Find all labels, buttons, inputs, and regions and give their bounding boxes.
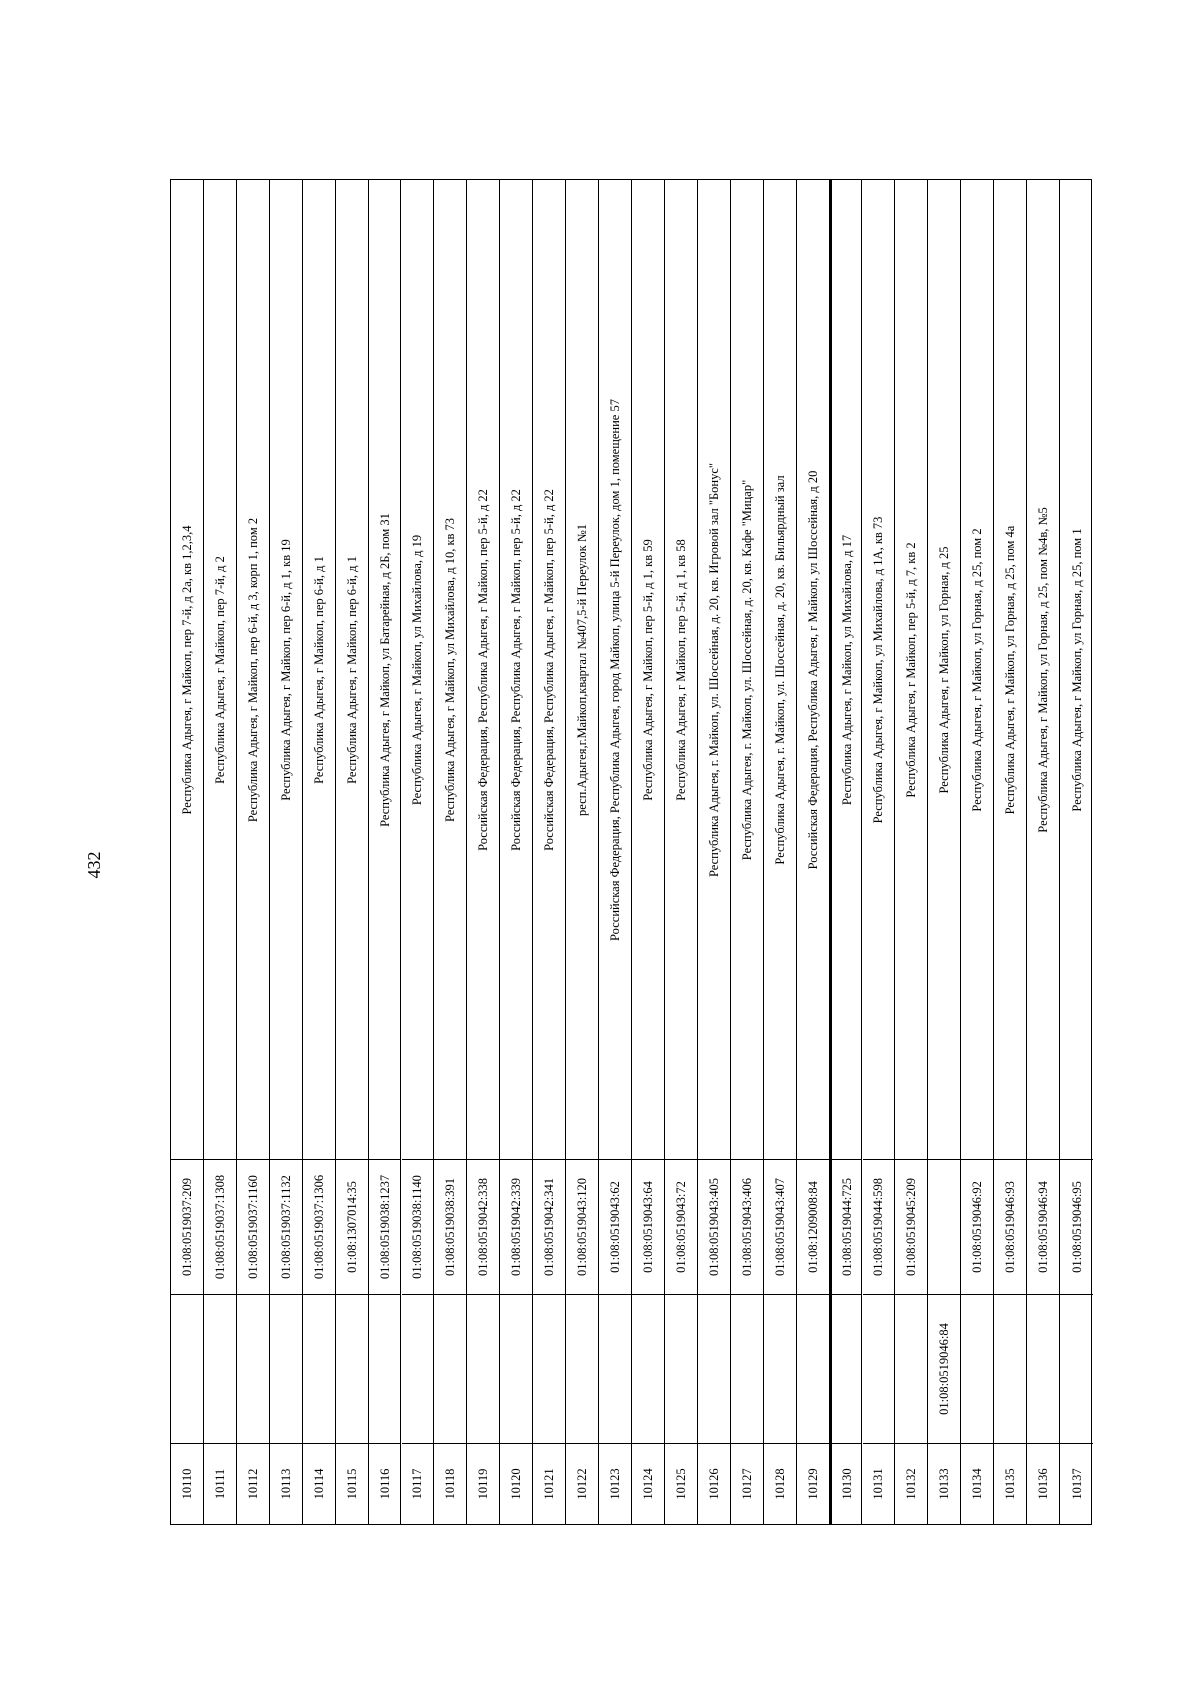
row-number-cell <box>1027 1444 1059 1524</box>
address-cell <box>832 180 862 1159</box>
cadastral-number: 01:08:0519037:209 <box>179 1178 194 1276</box>
address-cell <box>402 180 434 1159</box>
row-number-cell <box>369 1444 401 1524</box>
address: Республика Адыгея, г Майкоп, ул Горная, д 25, пом 4а <box>1003 525 1018 814</box>
row-number: 10133 <box>937 1468 952 1500</box>
address-cell <box>303 180 335 1159</box>
row-number-cell <box>665 1444 697 1524</box>
cadastral-number-cell <box>961 1159 993 1295</box>
row-number-cell <box>994 1444 1026 1524</box>
address-cell <box>731 180 763 1159</box>
address-cell <box>533 180 565 1159</box>
table-row <box>764 180 797 1524</box>
row-number: 10124 <box>640 1468 655 1500</box>
cadastral-number-cell <box>797 1159 829 1295</box>
table-row <box>830 180 863 1524</box>
row-number-cell <box>632 1444 664 1524</box>
extra-cadastral-number-cell <box>928 1295 960 1444</box>
extra-cadastral-number-cell <box>665 1295 697 1444</box>
address: Республика Адыгея, г Майкоп, пер 5-й, д 1, кв 59 <box>640 538 655 801</box>
address: Республика Адыгея, г Майкоп, пер 6-й, д 1, кв 19 <box>278 538 293 801</box>
address-cell <box>467 180 499 1159</box>
address-cell <box>994 180 1026 1159</box>
address-cell <box>928 180 960 1159</box>
address: Республика Адыгея, г. Майкоп, ул. Шоссейная, д. 20, кв. Кафе "Мицар" <box>739 479 754 860</box>
cadastral-number: 01:08:0519043:120 <box>575 1178 590 1276</box>
row-number: 10130 <box>839 1468 854 1500</box>
cadastral-number-cell <box>533 1159 565 1295</box>
address: Республика Адыгея, г Майкоп, ул Батарейная, д 2Б, пом 31 <box>377 512 392 827</box>
row-number: 10121 <box>542 1468 557 1500</box>
address: Республика Адыгея, г Майкоп, ул Горная, д 25, пом 1 <box>1069 527 1084 812</box>
address-cell <box>171 180 203 1159</box>
row-number: 10127 <box>739 1468 754 1500</box>
row-number: 10117 <box>410 1468 425 1500</box>
row-number: 10114 <box>311 1468 326 1500</box>
row-number: 10118 <box>443 1468 458 1500</box>
table-row <box>599 180 632 1524</box>
cadastral-number-cell <box>1060 1159 1093 1295</box>
extra-cadastral-number-cell <box>994 1295 1026 1444</box>
table-row <box>895 180 928 1524</box>
row-number: 10132 <box>904 1468 919 1500</box>
row-number-cell <box>237 1444 269 1524</box>
address: Республика Адыгея, г. Майкоп, ул. Шоссейная, д. 20, кв. Игровой зал "Бонус" <box>706 462 721 877</box>
address: Республика Адыгея, г Майкоп, пер 7-й, д 2а, кв 1,2,3,4 <box>179 524 194 815</box>
address: Российская Федерация, Республика Адыгея, г Майкоп, ул Шоссейная, д 20 <box>805 470 820 869</box>
extra-cadastral-number-cell <box>764 1295 796 1444</box>
address-cell <box>797 180 829 1159</box>
cadastral-number: 01:08:0519037:1308 <box>212 1174 227 1280</box>
cadastral-number-cell <box>832 1159 862 1295</box>
cadastral-number-cell <box>698 1159 730 1295</box>
cadastral-number-cell <box>336 1159 368 1295</box>
address: Республика Адыгея, г Майкоп, ул Михайлова, д 17 <box>839 534 854 805</box>
row-number: 10125 <box>673 1468 688 1500</box>
extra-cadastral-number-cell <box>533 1295 565 1444</box>
cadastral-number: 01:08:0519044:598 <box>871 1178 886 1276</box>
extra-cadastral-number-cell <box>698 1295 730 1444</box>
row-number: 10122 <box>575 1468 590 1500</box>
extra-cadastral-number: 01:08:0519046:84 <box>937 1323 952 1415</box>
table-row <box>1060 180 1093 1524</box>
row-number: 10115 <box>344 1468 359 1500</box>
address: Республика Адыгея, г Майкоп, пер 7-й, д 2 <box>212 555 227 784</box>
table-row <box>797 180 830 1524</box>
row-number-cell <box>961 1444 993 1524</box>
address-cell <box>665 180 697 1159</box>
row-number-cell <box>1060 1444 1093 1524</box>
extra-cadastral-number-cell <box>434 1295 466 1444</box>
cadastral-number-cell <box>369 1159 401 1295</box>
cadastral-number: 01:08:0519042:341 <box>542 1178 557 1276</box>
address-cell <box>599 180 631 1159</box>
address: Республика Адыгея, г Майкоп, пер 6-й, д 1 <box>344 555 359 784</box>
table-row <box>270 180 303 1524</box>
table-row <box>434 180 467 1524</box>
row-number: 10113 <box>278 1468 293 1500</box>
extra-cadastral-number-cell <box>336 1295 368 1444</box>
table-row <box>336 180 369 1524</box>
row-number: 10110 <box>179 1468 194 1500</box>
cadastral-number: 01:08:0519046:93 <box>1003 1181 1018 1273</box>
address-cell <box>204 180 236 1159</box>
row-number: 10136 <box>1036 1468 1051 1500</box>
address-cell <box>500 180 532 1159</box>
row-number-cell <box>731 1444 763 1524</box>
cadastral-number: 01:08:0519043:406 <box>739 1178 754 1276</box>
row-number-cell <box>928 1444 960 1524</box>
table-row <box>533 180 566 1524</box>
table-row <box>863 180 896 1524</box>
row-number: 10134 <box>970 1468 985 1500</box>
cadastral-number-cell <box>402 1159 434 1295</box>
row-number-cell <box>336 1444 368 1524</box>
row-number-cell <box>402 1444 434 1524</box>
address-cell <box>336 180 368 1159</box>
row-number: 10129 <box>805 1468 820 1500</box>
row-number-cell <box>171 1444 203 1524</box>
row-number-cell <box>434 1444 466 1524</box>
address: Республика Адыгея, г Майкоп, пер 6-й, д 3, корп 1, пом 2 <box>245 517 260 822</box>
cadastral-number: 01:08:1307014:35 <box>344 1181 359 1273</box>
extra-cadastral-number-cell <box>204 1295 236 1444</box>
cadastral-number-cell <box>467 1159 499 1295</box>
table-row <box>1027 180 1060 1524</box>
table-row <box>632 180 665 1524</box>
address-cell <box>1060 180 1093 1159</box>
address-cell <box>961 180 993 1159</box>
row-number: 10131 <box>871 1468 886 1500</box>
row-number: 10112 <box>245 1468 260 1500</box>
address: Российская Федерация, Республика Адыгея, г Майкоп, пер 5-й, д 22 <box>476 488 491 851</box>
row-number: 10126 <box>706 1468 721 1500</box>
extra-cadastral-number-cell <box>863 1295 895 1444</box>
row-number-cell <box>599 1444 631 1524</box>
row-number-cell <box>895 1444 927 1524</box>
cadastral-number: 01:08:0519044:725 <box>839 1178 854 1276</box>
cadastral-number: 01:08:0519046:92 <box>970 1181 985 1273</box>
table-row <box>994 180 1027 1524</box>
extra-cadastral-number-cell <box>402 1295 434 1444</box>
page-number: 432 <box>84 851 104 879</box>
cadastral-number: 01:08:0519043:62 <box>608 1181 623 1273</box>
address-cell <box>632 180 664 1159</box>
address-cell <box>434 180 466 1159</box>
table-row <box>237 180 270 1524</box>
row-number-cell <box>764 1444 796 1524</box>
address: Республика Адыгея, г Майкоп, ул Горная, д 25, пом 2 <box>970 527 985 812</box>
cadastral-number-cell <box>204 1159 236 1295</box>
extra-cadastral-number-cell <box>599 1295 631 1444</box>
row-number-cell <box>270 1444 302 1524</box>
cadastral-number: 01:08:0519043:64 <box>640 1181 655 1273</box>
row-number-cell <box>500 1444 532 1524</box>
address-cell <box>270 180 302 1159</box>
extra-cadastral-number-cell <box>1060 1295 1093 1444</box>
cadastral-number-cell <box>500 1159 532 1295</box>
cadastral-number: 01:08:0519046:95 <box>1069 1181 1084 1273</box>
address-cell <box>895 180 927 1159</box>
cadastral-number: 01:08:0519043:405 <box>706 1178 721 1276</box>
address: Республика Адыгея, г Майкоп, пер 6-й, д 1 <box>311 555 326 784</box>
extra-cadastral-number-cell <box>237 1295 269 1444</box>
address-cell <box>566 180 598 1159</box>
address: Республика Адыгея, г Майкоп, ул Михайлова, д 10, кв 73 <box>443 517 458 822</box>
extra-cadastral-number-cell <box>632 1295 664 1444</box>
row-number: 10123 <box>608 1468 623 1500</box>
cadastral-number-cell <box>303 1159 335 1295</box>
cadastral-number-cell <box>895 1159 927 1295</box>
extra-cadastral-number-cell <box>369 1295 401 1444</box>
row-number: 10120 <box>509 1468 524 1500</box>
table-row <box>303 180 336 1524</box>
table-row <box>698 180 731 1524</box>
table-row <box>665 180 698 1524</box>
row-number-cell <box>863 1444 895 1524</box>
address: Республика Адыгея, г Майкоп, пер 5-й, д 7, кв 2 <box>904 541 919 798</box>
cadastral-number-cell <box>994 1159 1026 1295</box>
row-number-cell <box>303 1444 335 1524</box>
address: Республика Адыгея, г Майкоп, ул Михайлова, д 19 <box>410 534 425 805</box>
cadastral-number: 01:08:0519037:1306 <box>311 1174 326 1280</box>
row-number-cell <box>467 1444 499 1524</box>
address: Республика Адыгея, г Майкоп, ул Горная, д 25, пом №4в, №5 <box>1036 506 1051 833</box>
table-row <box>204 180 237 1524</box>
register-table <box>170 179 1092 1525</box>
row-number: 10119 <box>476 1468 491 1500</box>
cadastral-number: 01:08:0519042:338 <box>476 1178 491 1276</box>
row-number-cell <box>566 1444 598 1524</box>
address-cell <box>237 180 269 1159</box>
extra-cadastral-number-cell <box>961 1295 993 1444</box>
cadastral-number: 01:08:0519046:94 <box>1036 1181 1051 1273</box>
extra-cadastral-number-cell <box>797 1295 829 1444</box>
extra-cadastral-number-cell <box>731 1295 763 1444</box>
row-number: 10128 <box>772 1468 787 1500</box>
row-number-cell <box>533 1444 565 1524</box>
address: Российская Федерация, Республика Адыгея, город Майкоп, улица 5-й Переулок, дом 1, помещение 57 <box>608 398 623 941</box>
cadastral-number-cell <box>599 1159 631 1295</box>
address: Республика Адыгея, г. Майкоп, ул. Шоссейная, д. 20, кв. Бильярдный зал <box>772 474 787 865</box>
extra-cadastral-number-cell <box>1027 1295 1059 1444</box>
cadastral-number: 01:08:0519037:1132 <box>278 1175 293 1279</box>
cadastral-number-cell <box>863 1159 895 1295</box>
cadastral-number-cell <box>731 1159 763 1295</box>
cadastral-number-cell <box>632 1159 664 1295</box>
address: Республика Адыгея, г Майкоп, ул Михайлова, д 1А, кв 73 <box>871 516 886 823</box>
extra-cadastral-number-cell <box>500 1295 532 1444</box>
table-row <box>961 180 994 1524</box>
address-cell <box>764 180 796 1159</box>
cadastral-number-cell <box>237 1159 269 1295</box>
address-cell <box>369 180 401 1159</box>
row-number: 10135 <box>1003 1468 1018 1500</box>
cadastral-number-cell <box>764 1159 796 1295</box>
address-cell <box>1027 180 1059 1159</box>
row-number-cell <box>204 1444 236 1524</box>
address: Республика Адыгея, г Майкоп, ул Горная, д 25 <box>937 546 952 793</box>
table-row <box>467 180 500 1524</box>
table-row <box>500 180 533 1524</box>
extra-cadastral-number-cell <box>467 1295 499 1444</box>
cadastral-number-cell <box>270 1159 302 1295</box>
cadastral-number-cell <box>171 1159 203 1295</box>
address: респ.Адыгея,г.Майкоп,квартал №407,5-й Переулок №1 <box>575 523 590 816</box>
table-row <box>171 180 204 1524</box>
cadastral-number-cell <box>1027 1159 1059 1295</box>
extra-cadastral-number-cell <box>895 1295 927 1444</box>
address: Российская Федерация, Республика Адыгея, г Майкоп, пер 5-й, д 22 <box>542 488 557 851</box>
row-number-cell <box>832 1444 862 1524</box>
address: Российская Федерация, Республика Адыгея, г Майкоп, пер 5-й, д 22 <box>509 488 524 851</box>
table-row <box>928 180 961 1524</box>
row-number: 10111 <box>212 1468 227 1500</box>
cadastral-number: 01:08:0519037:1160 <box>245 1175 260 1279</box>
table-row <box>731 180 764 1524</box>
extra-cadastral-number-cell <box>832 1295 862 1444</box>
extra-cadastral-number-cell <box>566 1295 598 1444</box>
address-cell <box>698 180 730 1159</box>
cadastral-number-cell <box>434 1159 466 1295</box>
row-number-cell <box>797 1444 829 1524</box>
cadastral-number: 01:08:1209008:84 <box>805 1181 820 1273</box>
row-number: 10137 <box>1069 1468 1084 1500</box>
cadastral-number: 01:08:0519038:391 <box>443 1178 458 1276</box>
address: Республика Адыгея, г Майкоп, пер 5-й, д 1, кв 58 <box>673 538 688 801</box>
cadastral-number: 01:08:0519043:407 <box>772 1178 787 1276</box>
cadastral-number-cell <box>928 1159 960 1295</box>
extra-cadastral-number-cell <box>171 1295 203 1444</box>
cadastral-number-cell <box>566 1159 598 1295</box>
table-row <box>566 180 599 1524</box>
cadastral-number: 01:08:0519043:72 <box>673 1181 688 1273</box>
row-number-cell <box>698 1444 730 1524</box>
cadastral-number: 01:08:0519045:209 <box>904 1178 919 1276</box>
cadastral-number-cell <box>665 1159 697 1295</box>
cadastral-number: 01:08:0519038:1140 <box>410 1175 425 1279</box>
table-row <box>402 180 435 1524</box>
cadastral-number: 01:08:0519042:339 <box>509 1178 524 1276</box>
table-row <box>369 180 402 1524</box>
cadastral-number: 01:08:0519038:1237 <box>377 1174 392 1280</box>
extra-cadastral-number-cell <box>303 1295 335 1444</box>
address-cell <box>863 180 895 1159</box>
extra-cadastral-number-cell <box>270 1295 302 1444</box>
row-number: 10116 <box>377 1468 392 1500</box>
